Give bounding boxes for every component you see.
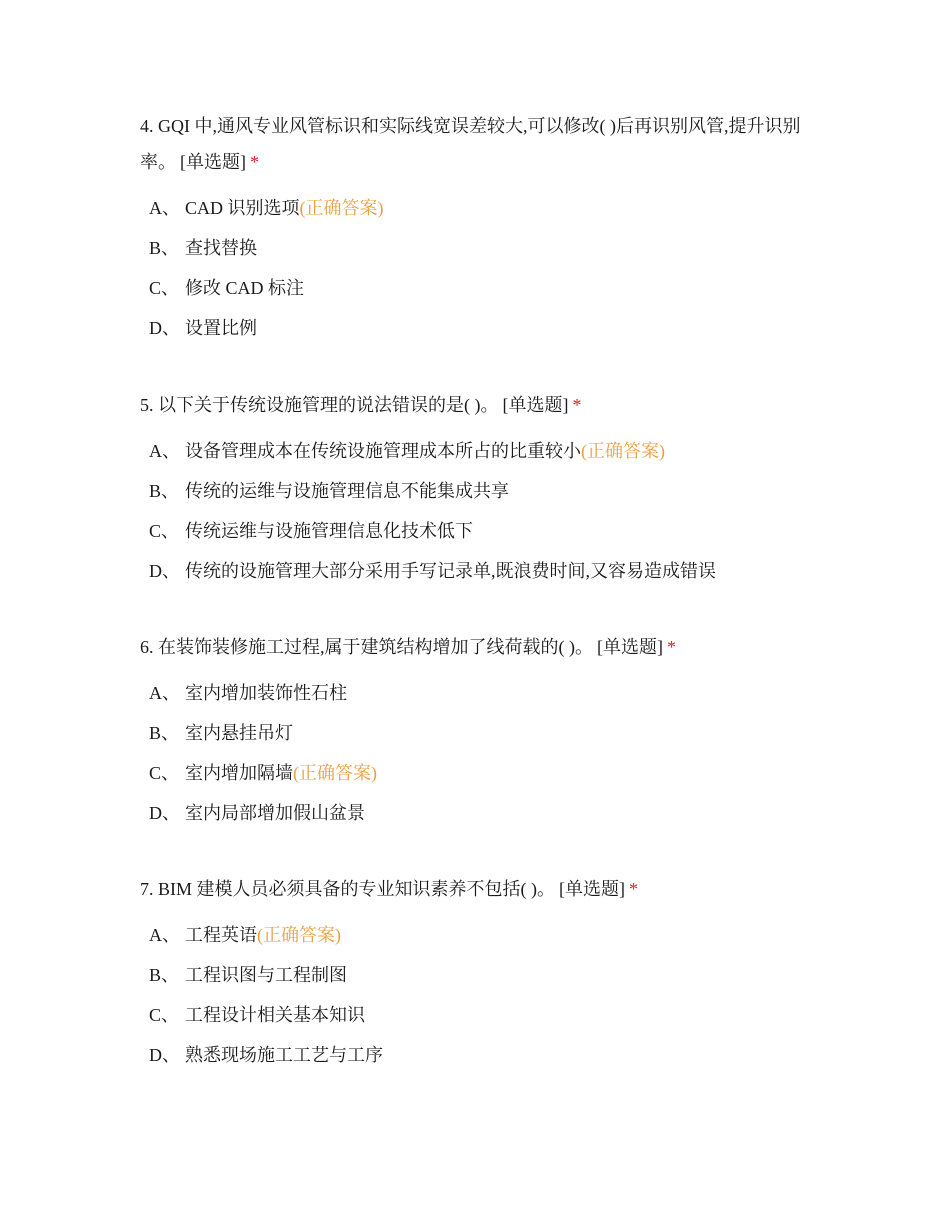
option-text: 传统的设施管理大部分采用手写记录单,既浪费时间,又容易造成错误 xyxy=(185,561,716,581)
option-letter: A、 xyxy=(149,441,180,461)
option-letter: D、 xyxy=(149,318,180,338)
question-4 xyxy=(140,108,820,348)
option-d xyxy=(140,551,820,591)
option-letter: D、 xyxy=(149,1045,180,1065)
question-text: 4. GQI 中,通风专业风管标识和实际线宽误差较大,可以修改( )后再识别风管,提升识别率。 xyxy=(140,116,801,172)
option-a xyxy=(140,431,820,471)
option-letter: C、 xyxy=(149,1005,180,1025)
question-title xyxy=(140,387,820,423)
option-d xyxy=(140,1035,820,1075)
option-a xyxy=(140,915,820,955)
option-list xyxy=(140,915,820,1075)
option-letter: C、 xyxy=(149,521,180,541)
question-type: [单选题] xyxy=(559,879,625,899)
option-b xyxy=(140,228,820,268)
option-letter: D、 xyxy=(149,561,180,581)
required-marker: * xyxy=(250,152,259,172)
option-b xyxy=(140,955,820,995)
option-text: 传统的运维与设施管理信息不能集成共享 xyxy=(185,481,509,501)
question-text: 7. BIM 建模人员必须具备的专业知识素养不包括( )。 xyxy=(140,879,555,899)
question-text: 5. 以下关于传统设施管理的说法错误的是( )。 xyxy=(140,395,499,415)
question-7 xyxy=(140,871,820,1075)
option-letter: B、 xyxy=(149,238,180,258)
option-text: 工程英语 xyxy=(185,925,257,945)
question-5 xyxy=(140,387,820,591)
option-text: 设备管理成本在传统设施管理成本所占的比重较小 xyxy=(185,441,581,461)
option-list xyxy=(140,431,820,591)
option-letter: A、 xyxy=(149,683,180,703)
option-letter: A、 xyxy=(149,925,180,945)
option-d xyxy=(140,793,820,833)
question-title xyxy=(140,108,820,180)
question-6 xyxy=(140,629,820,833)
option-text: 查找替换 xyxy=(185,238,257,258)
option-list xyxy=(140,188,820,348)
option-text: 熟悉现场施工工艺与工序 xyxy=(185,1045,383,1065)
option-text: 设置比例 xyxy=(185,318,257,338)
option-text: 工程设计相关基本知识 xyxy=(185,1005,365,1025)
option-text: 工程识图与工程制图 xyxy=(185,965,347,985)
option-text: 修改 CAD 标注 xyxy=(185,278,305,298)
option-text: 室内增加装饰性石柱 xyxy=(185,683,347,703)
question-text: 6. 在装饰装修施工过程,属于建筑结构增加了线荷载的( )。 xyxy=(140,637,593,657)
option-letter: A、 xyxy=(149,198,180,218)
required-marker: * xyxy=(572,395,582,415)
correct-answer-tag: (正确答案) xyxy=(581,441,665,461)
question-type: [单选题] xyxy=(502,395,569,415)
question-title xyxy=(140,629,820,665)
option-letter: B、 xyxy=(149,481,180,501)
option-text: CAD 识别选项 xyxy=(185,198,300,218)
question-type: [单选题] xyxy=(597,637,663,657)
option-b xyxy=(140,713,820,753)
correct-answer-tag: (正确答案) xyxy=(257,925,341,945)
option-letter: C、 xyxy=(149,763,180,783)
correct-answer-tag: (正确答案) xyxy=(293,763,377,783)
required-marker: * xyxy=(667,637,676,657)
question-title xyxy=(140,871,820,907)
option-a xyxy=(140,188,820,228)
option-text: 室内悬挂吊灯 xyxy=(185,723,293,743)
option-letter: B、 xyxy=(149,965,180,985)
option-c xyxy=(140,268,820,308)
option-list xyxy=(140,673,820,833)
option-c xyxy=(140,753,820,793)
question-type: [单选题] xyxy=(180,152,246,172)
option-c xyxy=(140,511,820,551)
option-c xyxy=(140,995,820,1035)
option-a xyxy=(140,673,820,713)
required-marker: * xyxy=(629,879,638,899)
option-text: 传统运维与设施管理信息化技术低下 xyxy=(185,521,473,541)
option-letter: B、 xyxy=(149,723,180,743)
option-b xyxy=(140,471,820,511)
option-text: 室内增加隔墙 xyxy=(185,763,293,783)
option-text: 室内局部增加假山盆景 xyxy=(185,803,365,823)
option-letter: C、 xyxy=(149,278,180,298)
option-d xyxy=(140,308,820,348)
option-letter: D、 xyxy=(149,803,180,823)
correct-answer-tag: (正确答案) xyxy=(299,198,384,218)
